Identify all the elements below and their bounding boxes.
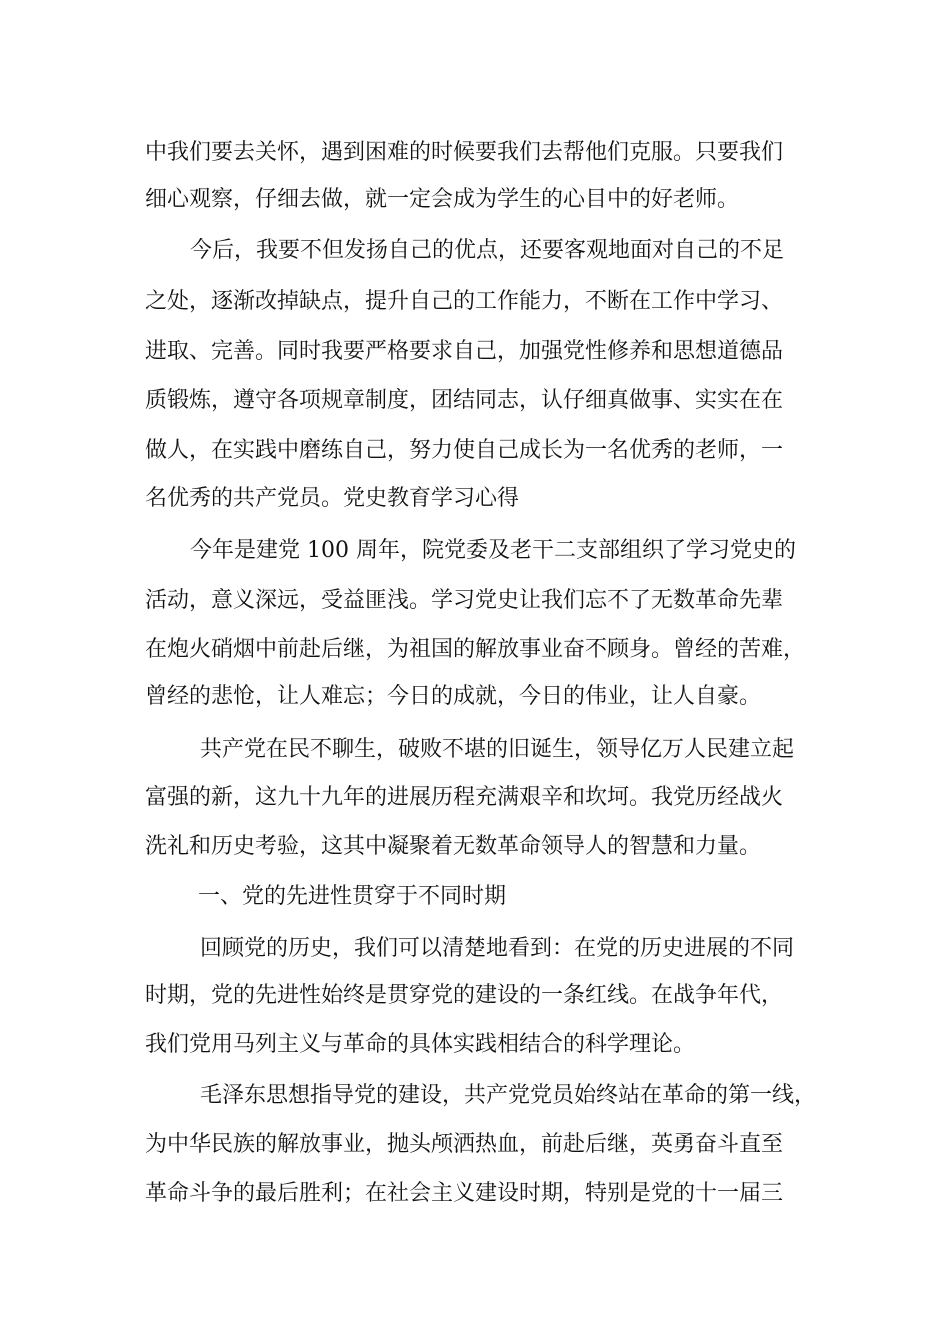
text-line: 中我们要去关怀，遇到困难的时候要我们去帮他们克服。只要我们 bbox=[145, 140, 784, 165]
text-line: 时期，党的先进性始终是贯穿党的建设的一条红线。在战争年代， bbox=[145, 983, 784, 1008]
text-line: 我们党用马列主义与革命的具体实践相结合的科学理论。 bbox=[145, 1032, 696, 1057]
text-line: 今年是建党 100 周年，院党委及老干二支部组织了学习党史的 bbox=[190, 538, 796, 563]
text-line: 在炮火硝烟中前赴后继，为祖国的解放事业奋不顾身。曾经的苦难， bbox=[145, 637, 806, 662]
text-line: 为中华民族的解放事业，抛头颅洒热血，前赴后继，英勇奋斗直至 bbox=[145, 1132, 784, 1157]
text-line: 回顾党的历史，我们可以清楚地看到：在党的历史进展的不同 bbox=[200, 936, 795, 961]
text-line: 曾经的悲怆，让人难忘；今日的成就，今日的伟业，让人自豪。 bbox=[145, 684, 762, 709]
text-line: 做人，在实践中磨练自己，努力使自己成长为一名优秀的老师，一 bbox=[145, 438, 784, 463]
text-line: 细心观察，仔细去做，就一定会成为学生的心目中的好老师。 bbox=[145, 187, 740, 212]
text-line: 之处，逐渐改掉缺点，提升自己的工作能力，不断在工作中学习、 bbox=[145, 289, 784, 314]
text-line: 革命斗争的最后胜利；在社会主义建设时期，特别是党的十一届三 bbox=[145, 1181, 784, 1206]
text-line: 名优秀的共产党员。党史教育学习心得 bbox=[145, 486, 520, 511]
text-line: 毛泽东思想指导党的建设，共产党党员始终站在革命的第一线， bbox=[200, 1083, 817, 1108]
text-line: 洗礼和历史考验，这其中凝聚着无数革命领导人的智慧和力量。 bbox=[145, 834, 762, 859]
text-line: 活动，意义深远，受益匪浅。学习党史让我们忘不了无数革命先辈 bbox=[145, 588, 784, 613]
section-heading: 一、党的先进性贯穿于不同时期 bbox=[198, 884, 507, 909]
text-line: 今后，我要不但发扬自己的优点，还要客观地面对自己的不足 bbox=[190, 238, 785, 263]
text-line: 进取、完善。同时我要严格要求自己，加强党性修养和思想道德品 bbox=[145, 339, 784, 364]
text-line: 质锻炼，遵守各项规章制度，团结同志，认仔细真做事、实实在在 bbox=[145, 388, 784, 413]
text-line: 富强的新，这九十九年的进展历程充满艰辛和坎坷。我党历经战火 bbox=[145, 785, 784, 810]
text-line: 共产党在民不聊生，破败不堪的旧诞生，领导亿万人民建立起 bbox=[200, 737, 795, 762]
